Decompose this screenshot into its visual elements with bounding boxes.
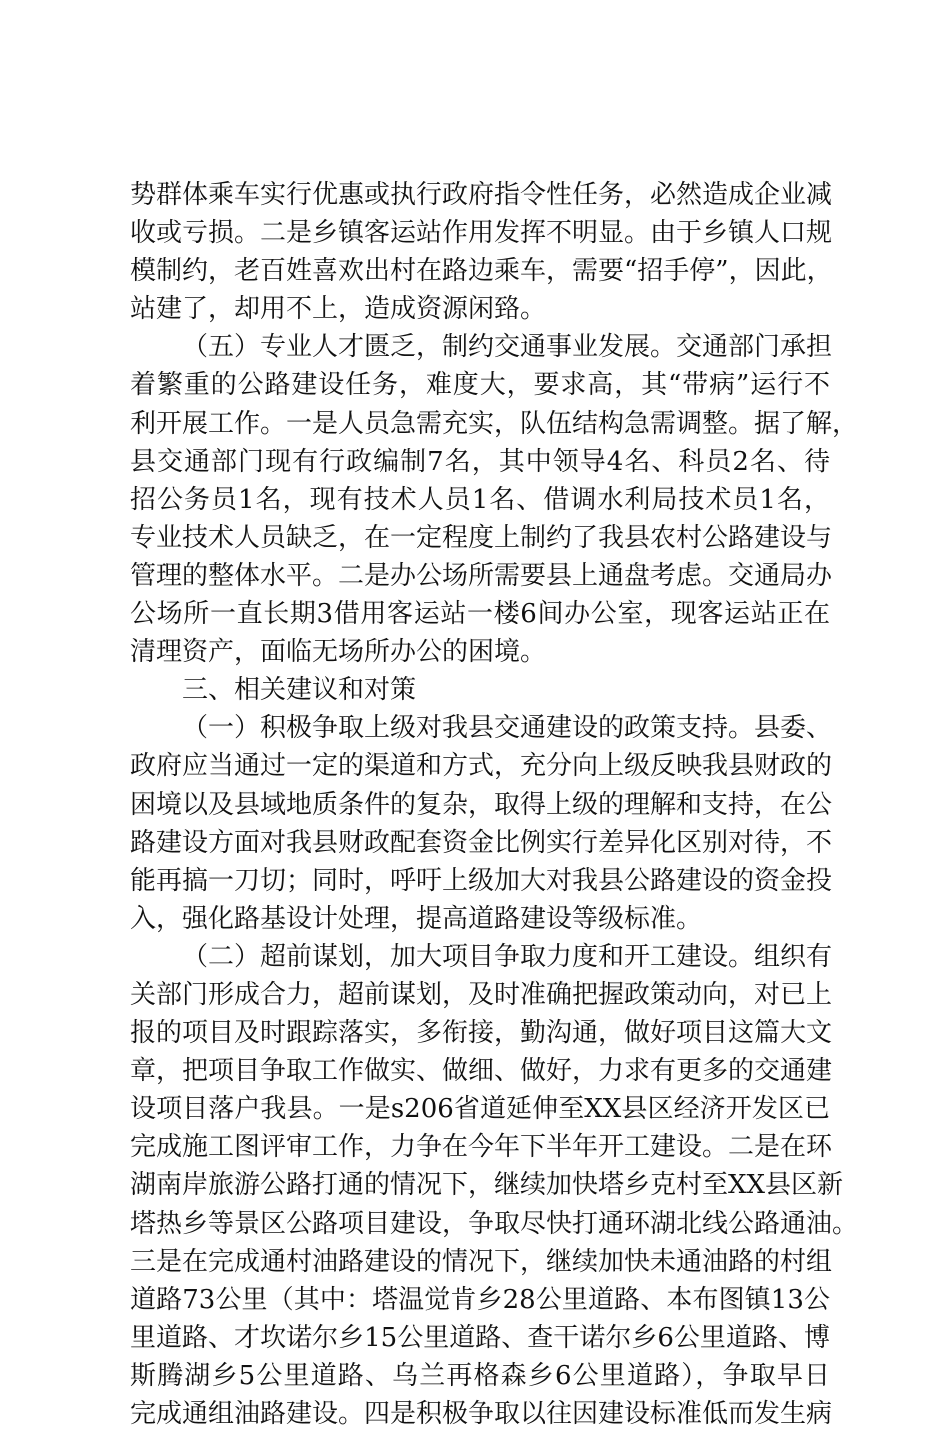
document-page (130, 176, 859, 1433)
text-line: 专业技术人员缺乏，在一定程度上制约了我县农村公路建设与 (130, 522, 833, 553)
text-line: 三是在完成通村油路建设的情况下，继续加快未通油路的村组 (130, 1246, 833, 1277)
text-line: 收或亏损。二是乡镇客运站作用发挥不明显。由于乡镇人口规 (130, 218, 833, 249)
text-line: 能再搞一刀切；同时，呼吁上级加大对我县公路建设的资金投 (130, 865, 833, 896)
text-line: （五）专业人才匮乏，制约交通事业发展。交通部门承担 (182, 332, 833, 363)
text-line: 三、相关建议和对策 (182, 675, 417, 706)
text-line: 管理的整体水平。二是办公场所需要县上通盘考虑。交通局办 (130, 560, 833, 591)
text-line: 湖南岸旅游公路打通的情况下，继续加快塔乡克村至XX县区新 (130, 1170, 844, 1201)
text-line: 报的项目及时跟踪落实，多衔接，勤沟通，做好项目这篇大文 (130, 1018, 833, 1049)
text-line: 清理资产，面临无场所办公的困境。 (130, 637, 547, 668)
text-line: 设项目落户我县。一是s206省道延伸至XX县区经济开发区已 (130, 1094, 830, 1125)
text-line: 着繁重的公路建设任务，难度大，要求高，其“带病”运行不 (130, 370, 830, 401)
text-line: 公场所一直长期3借用客运站一楼6间办公室，现客运站正在 (130, 599, 830, 630)
text-line: 招公务员1名，现有技术人员1名、借调水利局技术员1名， (130, 484, 830, 515)
text-line: 势群体乘车实行优惠或执行政府指令性任务，必然造成企业减 (130, 180, 833, 210)
text-line: 塔热乡等景区公路项目建设，争取尽快打通环湖北线公路通油。 (130, 1208, 859, 1239)
text-line: 困境以及县域地质条件的复杂，取得上级的理解和支持，在公 (130, 789, 833, 820)
text-line: 路建设方面对我县财政配套资金比例实行差异化区别对待，不 (130, 827, 833, 858)
text-line: 利开展工作。一是人员急需充实，队伍结构急需调整。据了解， (130, 408, 859, 439)
text-line: 里道路、才坎诺尔乡15公里道路、查干诺尔乡6公里道路、博 (130, 1322, 830, 1353)
text-line: 县交通部门现有行政编制7名，其中领导4名、科员2名、待 (130, 446, 830, 477)
text-line: （一）积极争取上级对我县交通建设的政策支持。县委、 (182, 713, 833, 744)
text-line: 模制约，老百姓喜欢出村在路边乘车，需要“招手停”，因此， (130, 256, 833, 287)
text-line: 斯腾湖乡5公里道路、乌兰再格森乡6公里道路），争取早日 (130, 1360, 830, 1391)
text-line: 道路73公里（其中：塔温觉肯乡28公里道路、本布图镇13公 (130, 1284, 830, 1315)
text-line: 完成通组油路建设。四是积极争取以往因建设标准低而发生病 (130, 1399, 833, 1429)
text-line: （二）超前谋划，加大项目争取力度和开工建设。组织有 (182, 941, 833, 972)
text-line: 站建了，却用不上，造成资源闲臵。 (130, 294, 547, 325)
text-line: 政府应当通过一定的渠道和方式，充分向上级反映我县财政的 (130, 751, 833, 782)
text-line: 关部门形成合力，超前谋划，及时准确把握政策动向，对已上 (130, 979, 833, 1010)
text-line: 完成施工图评审工作，力争在今年下半年开工建设。二是在环 (130, 1132, 833, 1163)
text-line: 入，强化路基设计处理，提高道路建设等级标准。 (130, 903, 703, 934)
text-line: 章，把项目争取工作做实、做细、做好，力求有更多的交通建 (130, 1056, 833, 1087)
